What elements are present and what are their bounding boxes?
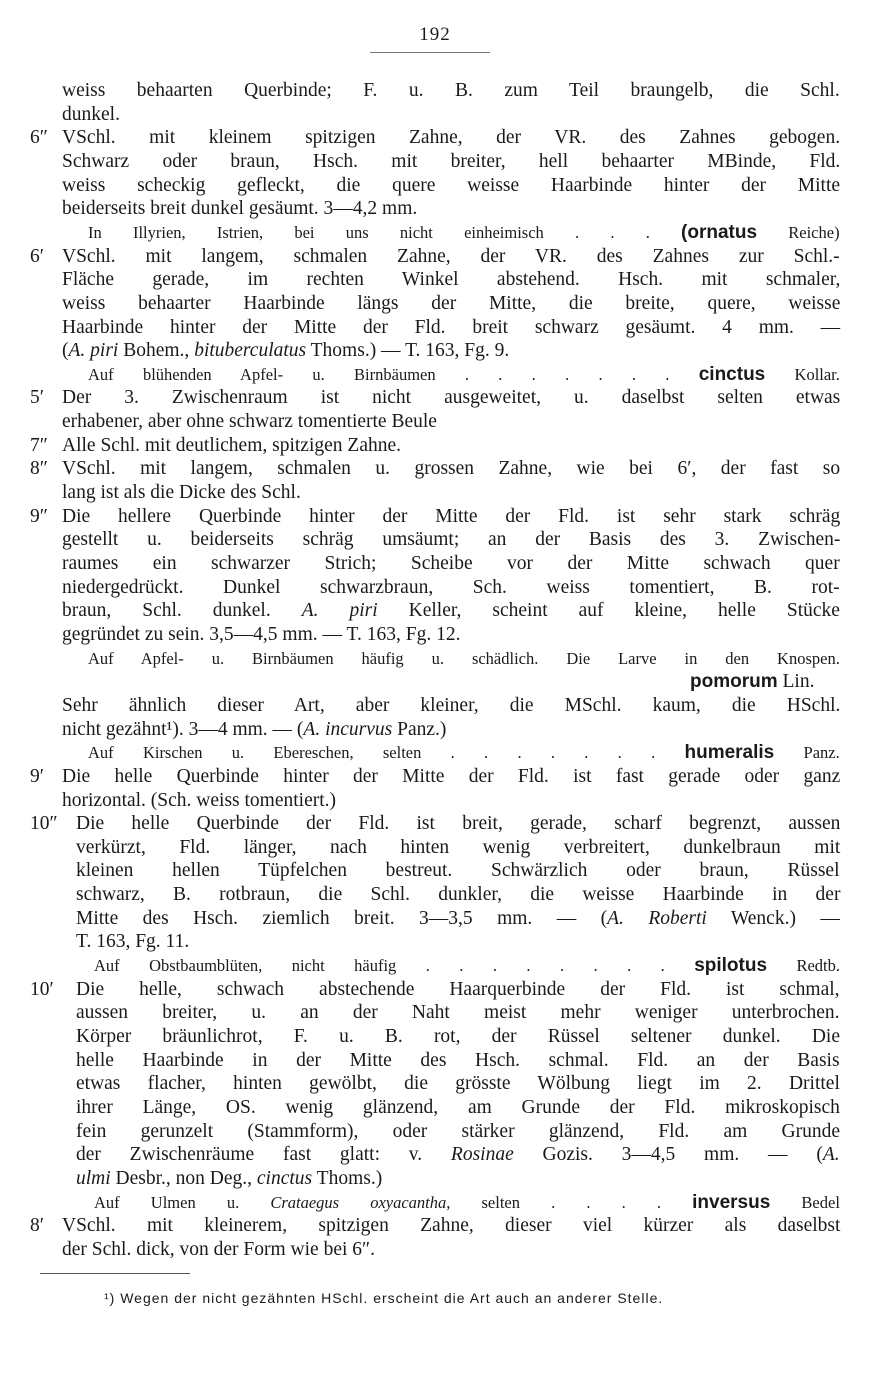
text-segment: Bohem., (118, 340, 195, 361)
text-line (62, 482, 301, 504)
text-line (76, 1097, 840, 1119)
text-segment: Auf Apfel- u. Birnbäumen häufig u. schädlich. Die Larve in den Knospen. (88, 649, 840, 668)
text-segment: der Zwischenräume fast glatt: v. (76, 1144, 451, 1165)
text-segment: Auf Obstbaumblüten, nicht häufig . . . . . . . . (94, 956, 695, 975)
text-line (62, 269, 840, 291)
text-line (76, 1121, 840, 1143)
species-name: spilotus (694, 955, 768, 976)
text-line (62, 104, 120, 126)
italic-text: A. Roberti (607, 908, 707, 929)
text-line (62, 198, 417, 220)
text-segment: helle Haarbinde in der Mitte des Hsch. schmal. Fld. an der Basis (76, 1050, 840, 1071)
text-segment: Panz. (774, 743, 840, 762)
italic-text: ulmi (76, 1168, 111, 1189)
text-segment: VSchl. mit langem, schmalen Zahne, der VR. des Zahnes zur Schl.- (62, 246, 840, 267)
text-segment: Desbr., non Deg., (110, 1168, 257, 1189)
couplet-number: 10″ (30, 813, 58, 834)
text-line (690, 671, 814, 693)
text-segment: weiss behaarter Haarbinde längs der Mitte, die breite, quere, weisse (62, 293, 841, 314)
header-rule (370, 52, 490, 53)
text-line (76, 884, 840, 906)
text-line (76, 813, 840, 835)
text-line (94, 1192, 840, 1214)
text-line (62, 175, 840, 197)
text-line (62, 766, 840, 788)
text-line (76, 979, 840, 1001)
text-line (76, 1144, 840, 1166)
italic-text: bituberculatus (194, 340, 307, 361)
text-segment: Schwarz oder braun, Hsch. mit breiter, hell behaarter MBinde, Fld. (62, 151, 841, 172)
text-segment: verkürzt, Fld. länger, nach hinten wenig verbreitert, dunkelbraun mit (76, 837, 841, 858)
text-line (62, 458, 840, 480)
footnote: ¹) Wegen der nicht gezähnten HSchl. erscheint die Art auch an anderer Stelle. (104, 1290, 664, 1306)
text-line (76, 1168, 382, 1190)
text-line (62, 246, 840, 268)
text-segment: Sehr ähnlich dieser Art, aber kleiner, die MSchl. kaum, die HSchl. (62, 695, 841, 716)
species-name: cinctus (698, 364, 766, 385)
text-line (62, 1239, 375, 1261)
text-segment: Kollar. (765, 365, 840, 384)
text-line (62, 435, 401, 457)
text-line (88, 742, 840, 764)
italic-text: cinctus (256, 1168, 313, 1189)
text-line (62, 340, 509, 362)
text-segment: Der 3. Zwischenraum ist nicht ausgeweitet, u. daselbst selten etwas (62, 387, 841, 408)
text-line (94, 955, 840, 977)
text-segment: horizontal. (Sch. weiss tomentiert.) (62, 790, 337, 811)
text-segment: gestellt u. beiderseits schräg umsäumt; an der Basis des 3. Zwischen- (62, 529, 841, 550)
text-segment: In Illyrien, Istrien, bei uns nicht einheimisch . . . (88, 223, 682, 242)
text-line (62, 624, 460, 646)
couplet-number: 8′ (30, 1215, 45, 1236)
text-segment: Auf Kirschen u. Ebereschen, selten . . . . . . . (88, 743, 685, 762)
couplet-number: 10′ (30, 979, 54, 1000)
text-segment: Gozis. 3—4,5 mm. — ( (513, 1144, 823, 1165)
text-line (62, 600, 840, 622)
text-line (62, 293, 840, 315)
text-segment: braun, Schl. dunkel. (62, 600, 302, 621)
text-segment: Reiche) (757, 223, 840, 242)
text-line (62, 151, 840, 173)
text-segment: VSchl. mit langem, schmalen u. grossen Zahne, wie bei 6′, der fast so (62, 458, 841, 479)
text-line (62, 553, 840, 575)
italic-text: A. piri (68, 340, 119, 361)
text-line (76, 908, 840, 930)
text-line (62, 387, 840, 409)
text-line (76, 837, 840, 859)
text-segment: Mitte des Hsch. ziemlich breit. 3—3,5 mm. — ( (76, 908, 608, 929)
text-segment: Thoms.) — T. 163, Fg. 9. (306, 340, 510, 361)
text-line (62, 529, 840, 551)
text-line (76, 1050, 840, 1072)
text-line (62, 127, 840, 149)
text-segment: Haarbinde hinter der Mitte der Fld. breit schwarz gesäumt. 4 mm. — (62, 317, 841, 338)
text-segment: Thoms.) (312, 1168, 383, 1189)
text-segment: gegründet zu sein. 3,5—4,5 mm. — T. 163, Fg. 12. (62, 624, 461, 645)
species-name: humeralis (684, 742, 775, 763)
text-line (62, 317, 840, 339)
text-line (62, 80, 840, 102)
text-segment: Die hellere Querbinde hinter der Mitte der Fld. ist sehr stark schräg (62, 506, 841, 527)
italic-text: Rosinae (450, 1144, 514, 1165)
italic-text: A. incurvus (303, 719, 393, 740)
text-segment: VSchl. mit kleinerem, spitzigen Zahne, dieser viel kürzer als daselbst (62, 1215, 841, 1236)
text-line (62, 719, 446, 741)
couplet-number: 8″ (30, 458, 48, 479)
text-line (76, 1002, 840, 1024)
text-segment: Wenck.) — (706, 908, 840, 929)
text-segment: der Schl. dick, von der Form wie bei 6″. (62, 1239, 376, 1260)
text-line (76, 931, 189, 953)
text-segment: Lin. (777, 671, 815, 692)
text-line (76, 860, 840, 882)
text-segment: Körper bräunlichrot, F. u. B. rot, der Rüssel seltener dunkel. Die (76, 1026, 840, 1047)
text-segment: Keller, scheint auf kleine, helle Stücke (377, 600, 840, 621)
text-segment: schwarz, B. rotbraun, die Schl. dunkler, die weisse Haarbinde in der (76, 884, 841, 905)
text-line (62, 411, 437, 433)
species-name: (ornatus (681, 222, 758, 243)
text-segment: nicht gezähnt¹). 3—4 mm. — ( (62, 719, 304, 740)
text-line (76, 1026, 840, 1048)
text-segment: aussen breiter, u. an der Naht meist mehr weniger unterbrochen. (76, 1002, 840, 1023)
text-segment: Auf blühenden Apfel- u. Birnbäumen . . . . . . . (88, 365, 699, 384)
italic-text: A. (822, 1144, 840, 1165)
text-line (62, 577, 840, 599)
text-segment: VSchl. mit kleinem spitzigen Zahne, der VR. des Zahnes gebogen. (62, 127, 841, 148)
text-segment: Fläche gerade, im rechten Winkel abstehend. Hsch. mit schmaler, (62, 269, 841, 290)
text-segment: fein gerunzelt (Stammform), oder stärker glänzend, Fld. am Grunde (76, 1121, 841, 1142)
couplet-number: 6″ (30, 127, 48, 148)
text-segment: weiss scheckig gefleckt, die quere weisse Haarbinde hinter der Mitte (62, 175, 841, 196)
italic-text: Crataegus oxyacantha (270, 1193, 447, 1212)
text-segment: Bedel (770, 1193, 840, 1212)
couplet-number: 6′ (30, 246, 45, 267)
text-segment: niedergedrückt. Dunkel schwarzbraun, Sch. weiss tomentiert, B. rot- (62, 577, 840, 598)
text-segment: Panz.) (392, 719, 447, 740)
text-line (62, 695, 840, 717)
text-segment: Auf Ulmen u. (94, 1193, 271, 1212)
species-name: pomorum (690, 671, 778, 692)
text-segment: Alle Schl. mit deutlichem, spitzigen Zahne. (62, 435, 402, 456)
text-line (88, 648, 840, 670)
couplet-number: 5′ (30, 387, 45, 408)
italic-text: A. piri (301, 600, 378, 621)
couplet-number: 7″ (30, 435, 48, 456)
footnote-rule (40, 1273, 190, 1274)
text-segment: ( (62, 340, 69, 361)
text-segment: beiderseits breit dunkel gesäumt. 3—4,2 mm. (62, 198, 418, 219)
text-line (76, 1073, 840, 1095)
page-number: 192 (419, 24, 451, 45)
text-line (88, 364, 840, 386)
text-segment: Die helle, schwach abstechende Haarquerbinde der Fld. ist schmal, (76, 979, 840, 1000)
text-line (62, 506, 840, 528)
text-line (62, 1215, 840, 1237)
text-line (62, 790, 336, 812)
text-segment: etwas flacher, hinten gewölbt, die grösste Wölbung liegt im 2. Drittel (76, 1073, 840, 1094)
couplet-number: 9″ (30, 506, 48, 527)
text-segment: weiss behaarten Querbinde; F. u. B. zum Teil braungelb, die Schl. (62, 80, 840, 101)
text-segment: Die helle Querbinde der Fld. ist breit, gerade, scharf begrenzt, aussen (76, 813, 841, 834)
text-line (88, 222, 840, 244)
species-name: inversus (692, 1192, 771, 1213)
text-segment: , selten . . . . (446, 1193, 693, 1212)
text-segment: dunkel. (62, 104, 120, 125)
couplet-number: 9′ (30, 766, 45, 787)
text-segment: kleinen hellen Tüpfelchen bestreut. Schwärzlich oder braun, Rüssel (76, 860, 840, 881)
text-segment: lang ist als die Dicke des Schl. (62, 482, 301, 503)
text-segment: Die helle Querbinde hinter der Mitte der Fld. ist fast gerade oder ganz (62, 766, 841, 787)
text-segment: ihrer Länge, OS. wenig glänzend, am Grunde der Fld. mikroskopisch (76, 1097, 840, 1118)
text-segment: erhabener, aber ohne schwarz tomentierte Beule (62, 411, 437, 432)
text-segment: Redtb. (767, 956, 841, 975)
text-segment: T. 163, Fg. 11. (76, 931, 190, 952)
text-segment: raumes ein schwarzer Strich; Scheibe vor der Mitte schwach quer (62, 553, 840, 574)
